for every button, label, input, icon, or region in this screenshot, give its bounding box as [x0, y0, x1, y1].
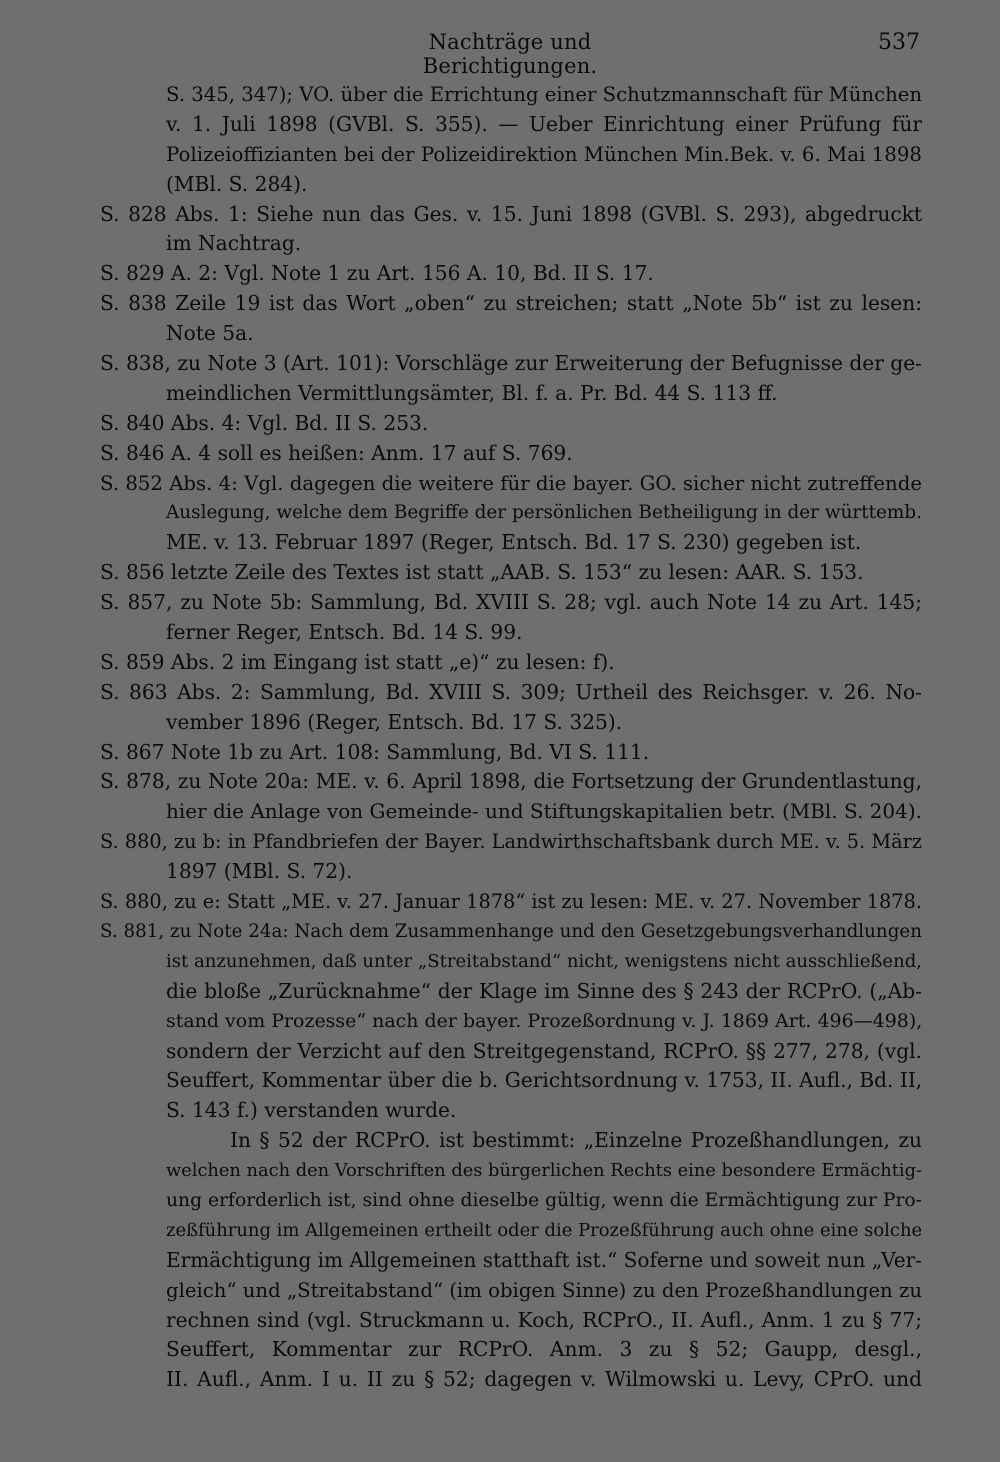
text-line: Note 5a. — [166, 321, 254, 346]
text-line: Seuffert, Kommentar zur RCPrO. Anm. 3 zu § 52; Gaupp, desgl., — [166, 1337, 922, 1362]
text-line: S. 143 f.) verstanden wurde. — [166, 1098, 457, 1123]
text-line: S. 838, zu Note 3 (Art. 101): Vorschläge zur Erweiterung der Befugnisse der ge- — [100, 351, 922, 376]
text-line: stand vom Prozesse“ nach der bayer. Prozeßordnung v. J. 1869 Art. 496—498), — [166, 1009, 923, 1032]
text-line: ung erforderlich ist, sind ohne dieselbe gültig, wenn die Ermächtigung zur Pro- — [166, 1189, 922, 1211]
text-line: die bloße „Zurücknahme“ der Klage im Sinne des § 243 der RCPrO. („Ab- — [166, 978, 922, 1003]
text-line: meindlichen Vermittlungsämter, Bl. f. a. Pr. Bd. 44 S. 113 ff. — [166, 380, 778, 405]
text-line: S. 857, zu Note 5b: Sammlung, Bd. XVIII S. 28; vgl. auch Note 14 zu Art. 145; — [100, 590, 922, 615]
text-line: S. 859 Abs. 2 im Eingang ist statt „e)“ zu lesen: f). — [100, 649, 615, 674]
page-number: 537 — [878, 30, 920, 55]
text-line: S. 881, zu Note 24a: Nach dem Zusammenhange und den Gesetzgebungsverhandlungen — [100, 920, 922, 942]
text-line: S. 846 A. 4 soll es heißen: Anm. 17 auf S. 769. — [100, 440, 573, 465]
text-line: S. 856 letzte Zeile des Textes ist statt „AAB. S. 153“ zu lesen: AAR. S. 153. — [100, 560, 864, 585]
text-line: gleich“ und „Streitabstand“ (im obigen Sinne) zu den Prozeßhandlungen zu — [166, 1278, 922, 1302]
text-line: ist anzunehmen, daß unter „Streitabstand“ nicht, wenigstens nicht ausschließend, — [166, 950, 922, 972]
text-line: S. 345, 347); VO. über die Errichtung einer Schutzmannschaft für München — [166, 83, 922, 106]
text-line: S. 867 Note 1b zu Art. 108: Sammlung, Bd. VI S. 111. — [100, 739, 650, 764]
text-line: zeßführung im Allgemeinen ertheilt oder die Prozeßführung auch ohne eine solche — [166, 1219, 923, 1241]
running-header-title: Nachträge und Berichtigungen. — [422, 30, 598, 78]
text-line: hier die Anlage von Gemeinde- und Stiftungskapitalien betr. (MBl. S. 204). — [166, 799, 922, 824]
text-line: ME. v. 13. Februar 1897 (Reger, Entsch. Bd. 17 S. 230) gegeben ist. — [166, 530, 862, 555]
text-line: S. 878, zu Note 20a: ME. v. 6. April 1898, die Fortsetzung der Grundentlastung, — [100, 769, 922, 794]
text-line: S. 829 A. 2: Vgl. Note 1 zu Art. 156 A. 10, Bd. II S. 17. — [100, 261, 654, 286]
text-line: welchen nach den Vorschriften des bürgerlichen Rechts eine besondere Ermächtig- — [166, 1160, 923, 1182]
text-line: vember 1896 (Reger, Entsch. Bd. 17 S. 325). — [166, 709, 623, 734]
page-body-text — [100, 80, 922, 1395]
text-line: Seuffert, Kommentar über die b. Gerichtsordnung v. 1753, II. Aufl., Bd. II, — [166, 1068, 923, 1093]
text-line: rechnen sind (vgl. Struckmann u. Koch, RCPrO., II. Aufl., Anm. 1 zu § 77; — [166, 1307, 922, 1332]
text-line: II. Aufl., Anm. I u. II zu § 52; dagegen v. Wilmowski u. Levy, CPrO. und — [166, 1367, 922, 1392]
text-line: Ermächtigung im Allgemeinen statthaft ist.“ Soferne und soweit nun „Ver- — [166, 1247, 922, 1272]
text-line: Polizeioffizianten bei der Polizeidirektion München Min.Bek. v. 6. Mai 1898 — [166, 142, 923, 166]
text-line: In § 52 der RCPrO. ist bestimmt: „Einzelne Prozeßhandlungen, zu — [230, 1128, 922, 1153]
text-line: S. 880, zu b: in Pfandbriefen der Bayer. Landwirthschaftsbank durch ME. v. 5. März — [100, 830, 922, 854]
text-line: ferner Reger, Entsch. Bd. 14 S. 99. — [166, 620, 523, 645]
text-line: S. 852 Abs. 4: Vgl. dagegen die weitere für die bayer. GO. sicher nicht zutreffende — [100, 471, 922, 495]
text-line: v. 1. Juli 1898 (GVBl. S. 355). — Ueber Einrichtung einer Prüfung für — [166, 111, 922, 136]
text-line: im Nachtrag. — [166, 231, 302, 256]
text-line: S. 863 Abs. 2: Sammlung, Bd. XVIII S. 309; Urtheil des Reichsger. v. 26. No- — [100, 679, 922, 704]
text-line: S. 840 Abs. 4: Vgl. Bd. II S. 253. — [100, 410, 429, 435]
text-line: (MBl. S. 284). — [166, 171, 308, 196]
text-line: sondern der Verzicht auf den Streitgegenstand, RCPrO. §§ 277, 278, (vgl. — [166, 1038, 922, 1063]
text-line: Auslegung, welche dem Begriffe der persönlichen Betheiligung in der württemb. — [166, 502, 922, 524]
text-line: 1897 (MBl. S. 72). — [166, 859, 353, 884]
text-line: S. 838 Zeile 19 ist das Wort „oben“ zu streichen; statt „Note 5b“ ist zu lesen: — [100, 291, 922, 316]
text-line: S. 880, zu e: Statt „ME. v. 27. Januar 1878“ ist zu lesen: ME. v. 27. November 1878. — [100, 890, 922, 914]
text-line: S. 828 Abs. 1: Siehe nun das Ges. v. 15. Juni 1898 (GVBl. S. 293), abgedruckt — [100, 201, 922, 226]
